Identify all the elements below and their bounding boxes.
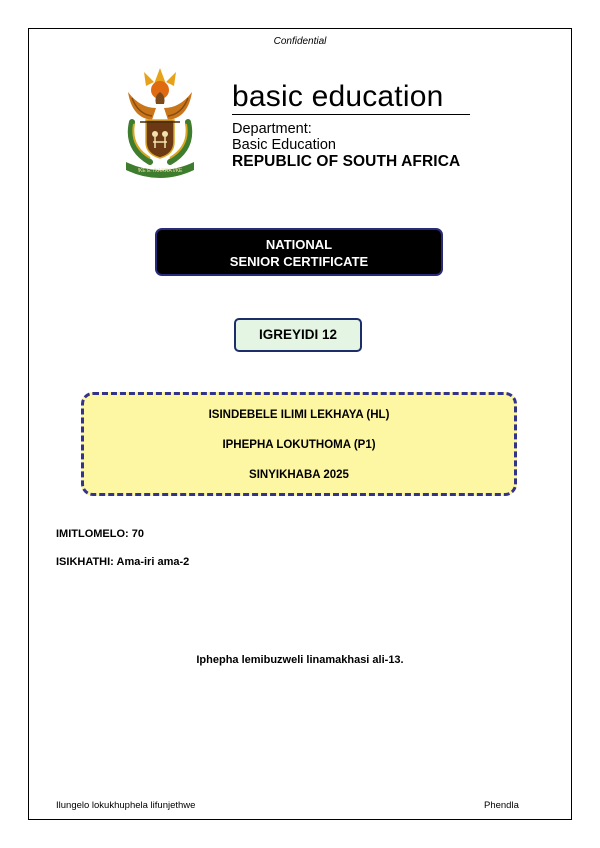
subject-title: ISINDEBELE ILIMI LEKHAYA (HL): [208, 409, 390, 421]
department-branding: [232, 80, 482, 171]
paper-details-box: [81, 392, 517, 496]
turn-over-label: Phendla: [484, 800, 519, 811]
grade-badge: IGREYIDI 12: [234, 318, 362, 352]
exam-session: SINYIKHABA 2025: [249, 469, 349, 481]
total-marks: IMITLOMELO: 70: [56, 528, 144, 540]
copyright-notice: Ilungelo lokukhuphela lifunjethwe: [56, 800, 196, 811]
crest-motto: !KE E: /XARRA //KE: [137, 168, 183, 174]
coat-of-arms-logo: [110, 62, 210, 180]
exam-duration: ISIKHATHI: Ama-iri ama-2: [56, 556, 190, 568]
brand-country: REPUBLIC OF SOUTH AFRICA: [232, 153, 461, 170]
confidential-label: Confidential: [273, 36, 327, 47]
certificate-line-1: NATIONAL: [265, 237, 333, 252]
brand-subtitle: Basic Education: [232, 137, 336, 153]
brand-department: Department:: [232, 121, 312, 137]
page-count-note: Iphepha lemibuzweli linamakhasi ali-13.: [196, 654, 404, 666]
paper-number: IPHEPHA LOKUTHOMA (P1): [222, 439, 376, 451]
certificate-banner: [155, 228, 443, 276]
brand-title: basic education: [232, 80, 444, 113]
certificate-line-2: SENIOR CERTIFICATE: [229, 254, 369, 269]
brand-underline: [232, 114, 470, 115]
